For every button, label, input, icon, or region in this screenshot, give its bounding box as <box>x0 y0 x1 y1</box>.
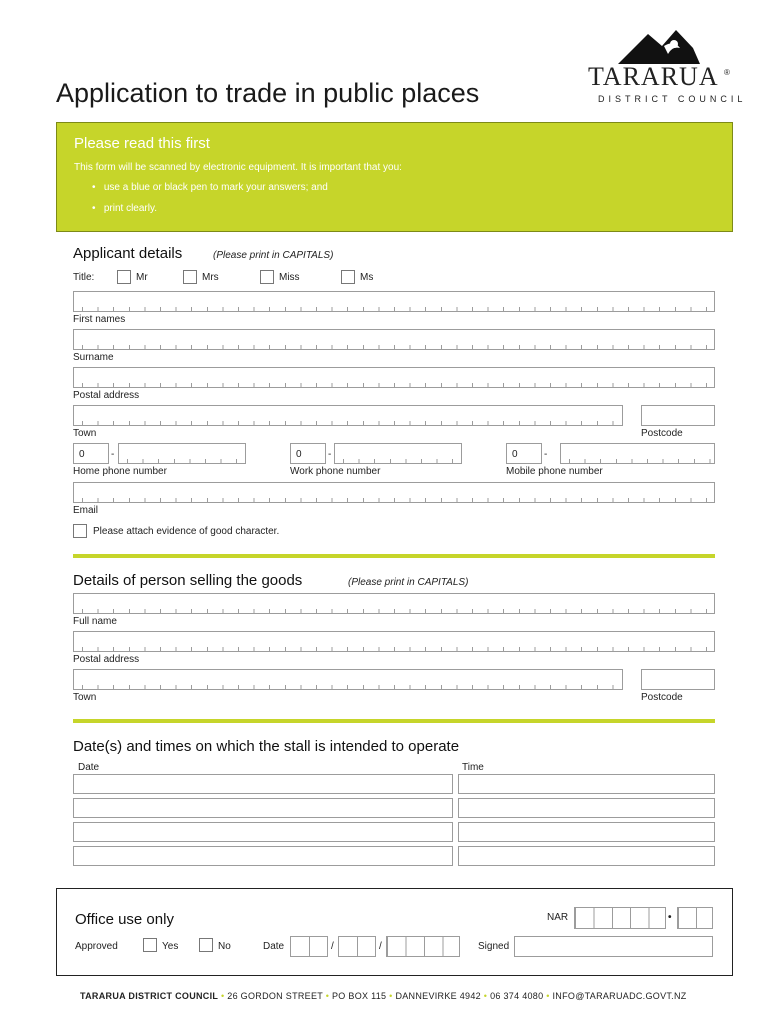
footer-org: TARARUA DISTRICT COUNCIL <box>80 991 219 1001</box>
applicant-note: (Please print in CAPITALS) <box>213 250 334 261</box>
page-title: Application to trade in public places <box>56 78 480 108</box>
title-ms-checkbox[interactable] <box>341 270 355 284</box>
signed-label: Signed <box>478 941 510 952</box>
first-names-field[interactable] <box>73 291 715 312</box>
title-miss-label: Miss <box>279 272 300 283</box>
signed-field[interactable] <box>514 936 713 957</box>
mobile-phone-separator: - <box>544 449 548 460</box>
applicant-heading: Applicant details <box>73 245 183 262</box>
postcode-field[interactable] <box>641 405 715 426</box>
seller-town-label: Town <box>73 692 97 703</box>
office-use-panel <box>56 888 733 976</box>
section-divider <box>73 719 715 723</box>
nar-suffix-field[interactable] <box>677 907 713 929</box>
date-field-3[interactable] <box>73 822 453 842</box>
town-field[interactable] <box>73 405 623 426</box>
title-mr-checkbox[interactable] <box>117 270 131 284</box>
time-field-1[interactable] <box>458 774 715 794</box>
footer-pobox: PO BOX 115 <box>332 991 387 1001</box>
footer-town: DANNEVIRKE 4942 <box>395 991 481 1001</box>
date-field-4[interactable] <box>73 846 453 866</box>
seller-full-name-field[interactable] <box>73 593 715 614</box>
date-slash: / <box>331 941 334 952</box>
work-phone-field[interactable] <box>334 443 462 464</box>
approved-no-label: No <box>218 941 231 952</box>
mobile-phone-label: Mobile phone number <box>506 466 603 477</box>
office-date-month-field[interactable] <box>338 936 376 957</box>
postcode-label: Postcode <box>641 428 683 439</box>
time-field-4[interactable] <box>458 846 715 866</box>
notice-bullet: • print clearly. <box>92 203 158 214</box>
title-mrs-label: Mrs <box>202 272 219 283</box>
footer-contact: TARARUA DISTRICT COUNCIL • 26 GORDON STREET • PO BOX 115 • DANNEVIRKE 4942 • 06 374 4080 • INFO@TARARUADC.GOVT.NZ <box>80 991 687 1001</box>
mobile-phone-prefix: 0 <box>512 449 518 460</box>
title-ms-label: Ms <box>360 272 374 283</box>
email-label: Email <box>73 505 99 516</box>
postal-address-field[interactable] <box>73 367 715 388</box>
approved-yes-label: Yes <box>162 941 179 952</box>
approved-yes-checkbox[interactable] <box>143 938 157 952</box>
dates-heading: Date(s) and times on which the stall is intended to operate <box>73 738 460 755</box>
date-slash: / <box>379 941 382 952</box>
email-field[interactable] <box>73 482 715 503</box>
time-field-3[interactable] <box>458 822 715 842</box>
office-date-year-field[interactable] <box>386 936 460 957</box>
seller-postcode-field[interactable] <box>641 669 715 690</box>
home-phone-field[interactable] <box>118 443 246 464</box>
nar-label: NAR <box>547 912 569 923</box>
work-phone-prefix: 0 <box>296 449 302 460</box>
home-phone-separator: - <box>111 449 115 460</box>
good-character-checkbox[interactable] <box>73 524 87 538</box>
notice-bullet: • use a blue or black pen to mark your answers; and <box>92 182 328 193</box>
good-character-label: Please attach evidence of good character. <box>93 526 280 537</box>
nar-number-field[interactable] <box>574 907 666 929</box>
home-phone-label: Home phone number <box>73 466 167 477</box>
approved-no-checkbox[interactable] <box>199 938 213 952</box>
seller-postal-address-label: Postal address <box>73 654 140 665</box>
seller-postal-address-field[interactable] <box>73 631 715 652</box>
home-phone-prefix: 0 <box>79 449 85 460</box>
surname-label: Surname <box>73 352 114 363</box>
surname-field[interactable] <box>73 329 715 350</box>
footer-email[interactable]: INFO@TARARUADC.GOVT.NZ <box>552 991 687 1001</box>
work-phone-label: Work phone number <box>290 466 381 477</box>
nar-dot: • <box>668 912 672 923</box>
town-label: Town <box>73 428 97 439</box>
section-divider <box>73 554 715 558</box>
postal-address-label: Postal address <box>73 390 140 401</box>
seller-full-name-label: Full name <box>73 616 117 627</box>
mobile-phone-field[interactable] <box>560 443 715 464</box>
title-label: Title: <box>73 272 95 283</box>
date-field-1[interactable] <box>73 774 453 794</box>
time-field-2[interactable] <box>458 798 715 818</box>
office-heading: Office use only <box>75 911 174 928</box>
logo-name: TARARUA <box>588 62 719 91</box>
work-phone-separator: - <box>328 449 332 460</box>
time-column-label: Time <box>462 762 484 773</box>
title-miss-checkbox[interactable] <box>260 270 274 284</box>
date-field-2[interactable] <box>73 798 453 818</box>
title-mrs-checkbox[interactable] <box>183 270 197 284</box>
office-date-label: Date <box>263 941 285 952</box>
title-mr-label: Mr <box>136 272 148 283</box>
seller-heading: Details of person selling the goods <box>73 572 303 589</box>
first-names-label: First names <box>73 314 126 325</box>
footer-phone: 06 374 4080 <box>490 991 544 1001</box>
approved-label: Approved <box>75 941 118 952</box>
office-date-day-field[interactable] <box>290 936 328 957</box>
logo-registered-mark: ® <box>724 68 730 77</box>
date-column-label: Date <box>78 762 100 773</box>
footer-street: 26 GORDON STREET <box>227 991 323 1001</box>
notice-intro: This form will be scanned by electronic equipment. It is important that you: <box>74 162 402 173</box>
logo-subtitle: DISTRICT COUNCIL <box>598 94 747 104</box>
notice-heading: Please read this first <box>74 135 210 152</box>
seller-postcode-label: Postcode <box>641 692 683 703</box>
seller-note: (Please print in CAPITALS) <box>348 577 469 588</box>
seller-town-field[interactable] <box>73 669 623 690</box>
